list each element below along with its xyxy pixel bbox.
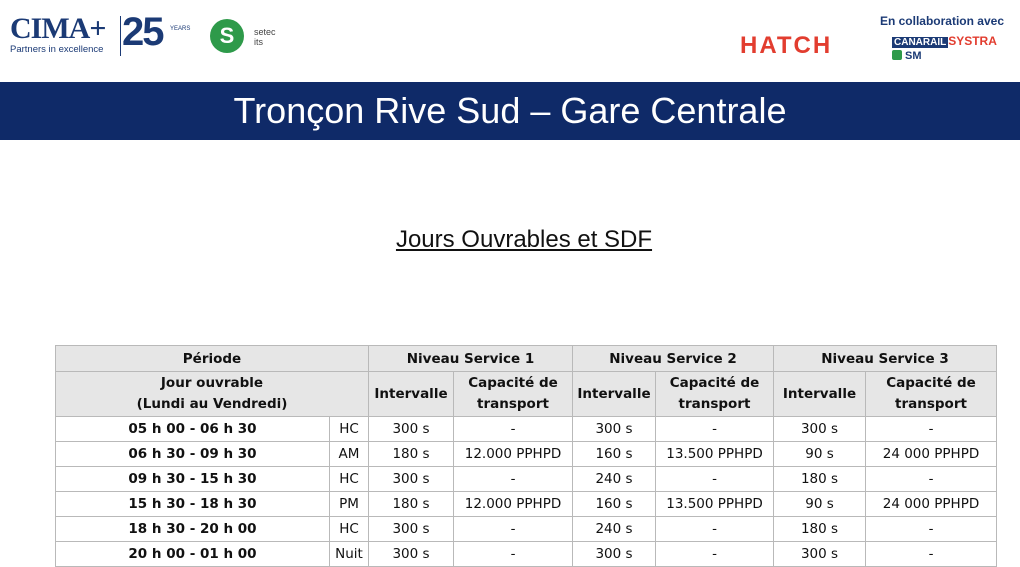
header-capacity-line1: Capacité de [669,375,760,391]
cell-interval-1: 300 s [369,467,454,492]
table-row [56,417,997,442]
sm-logo [892,50,922,62]
cell-interval-3: 90 s [774,442,866,467]
cell-interval-2: 160 s [573,492,656,517]
cell-interval-2: 240 s [573,517,656,542]
cell-period: 15 h 30 - 18 h 30 [56,492,330,517]
cell-type: Nuit [330,542,369,567]
cima-tagline: Partners in excellence [10,44,104,55]
header-period: Période [56,346,369,372]
cell-capacity-3: - [866,417,997,442]
cell-interval-2: 160 s [573,442,656,467]
header-capacity-3 [866,372,997,417]
cell-interval-3: 180 s [774,467,866,492]
cell-capacity-1: - [454,467,573,492]
table-row [56,517,997,542]
partner-logos [892,32,997,62]
cell-type: HC [330,417,369,442]
cell-capacity-3: 24 000 PPHPD [866,442,997,467]
header-capacity-line2: transport [895,396,967,412]
cell-capacity-2: - [656,542,774,567]
sm-logo-text: SM [905,50,922,62]
header-interval-1: Intervalle [369,372,454,417]
cell-capacity-2: - [656,467,774,492]
cell-interval-2: 300 s [573,417,656,442]
header-capacity-line2: transport [678,396,751,412]
header-day-line1: Jour ouvrable [160,375,264,391]
header-capacity-line1: Capacité de [886,375,976,391]
cell-interval-1: 180 s [369,442,454,467]
setec-name: setec [254,27,276,37]
cell-capacity-2: 13.500 PPHPD [656,492,774,517]
cell-interval-2: 300 s [573,542,656,567]
cell-capacity-1: - [454,542,573,567]
cell-period: 05 h 00 - 06 h 30 [56,417,330,442]
cell-capacity-2: - [656,517,774,542]
cell-period: 06 h 30 - 09 h 30 [56,442,330,467]
cell-period: 09 h 30 - 15 h 30 [56,467,330,492]
cell-capacity-2: - [656,417,774,442]
setec-sub: its [254,37,263,47]
cell-interval-3: 90 s [774,492,866,517]
header-interval-2: Intervalle [573,372,656,417]
setec-text [254,27,276,47]
header-service-1: Niveau Service 1 [369,346,573,372]
sm-logo-icon [892,50,902,60]
cell-type: PM [330,492,369,517]
header-interval-3: Intervalle [774,372,866,417]
setec-letter: S [219,23,235,48]
anniversary-logo [122,10,191,54]
canarail-logo: CANARAIL [894,37,947,48]
header-capacity-line2: transport [477,396,549,412]
anniversary-number: 25 [122,10,163,54]
cell-period: 20 h 00 - 01 h 00 [56,542,330,567]
table-row [56,467,997,492]
table-header-row [56,346,997,372]
header-capacity-line1: Capacité de [468,375,558,391]
collaboration-label: En collaboration avec [879,14,1004,28]
table-row [56,442,997,467]
cell-interval-1: 300 s [369,517,454,542]
cell-interval-1: 180 s [369,492,454,517]
cell-interval-3: 180 s [774,517,866,542]
section-subtitle: Jours Ouvrables et SDF [395,226,653,253]
header-day-type [56,372,369,417]
header-capacity-1 [454,372,573,417]
cell-interval-3: 300 s [774,417,866,442]
table-row [56,492,997,517]
table-row [56,542,997,567]
header-service-2: Niveau Service 2 [573,346,774,372]
systra-logo: SYSTRA [948,34,997,48]
cell-interval-1: 300 s [369,417,454,442]
cell-capacity-3: - [866,542,997,567]
cell-capacity-2: 13.500 PPHPD [656,442,774,467]
cell-type: HC [330,467,369,492]
cell-type: AM [330,442,369,467]
logo-divider [120,16,121,56]
cima-logo-wordmark: CIMA+ [10,12,106,45]
cell-capacity-1: 12.000 PPHPD [454,442,573,467]
cell-capacity-1: - [454,417,573,442]
cell-interval-2: 240 s [573,467,656,492]
table-subheader-row [56,372,997,417]
slide-header [0,0,1020,82]
cell-capacity-3: - [866,467,997,492]
cell-capacity-1: - [454,517,573,542]
cell-type: HC [330,517,369,542]
cell-capacity-3: 24 000 PPHPD [866,492,997,517]
cell-capacity-3: - [866,517,997,542]
anniversary-label: YEARS [170,26,191,32]
hatch-logo: HATCH [740,32,833,59]
cell-period: 18 h 30 - 20 h 00 [56,517,330,542]
slide-title: Tronçon Rive Sud – Gare Centrale [233,90,787,131]
title-banner [0,82,1020,140]
header-capacity-2 [656,372,774,417]
cell-interval-3: 300 s [774,542,866,567]
service-level-table [55,345,997,567]
cell-interval-1: 300 s [369,542,454,567]
header-day-line2: (Lundi au Vendredi) [136,396,288,412]
cell-capacity-1: 12.000 PPHPD [454,492,573,517]
cima-logo [10,14,105,56]
header-service-3: Niveau Service 3 [774,346,997,372]
